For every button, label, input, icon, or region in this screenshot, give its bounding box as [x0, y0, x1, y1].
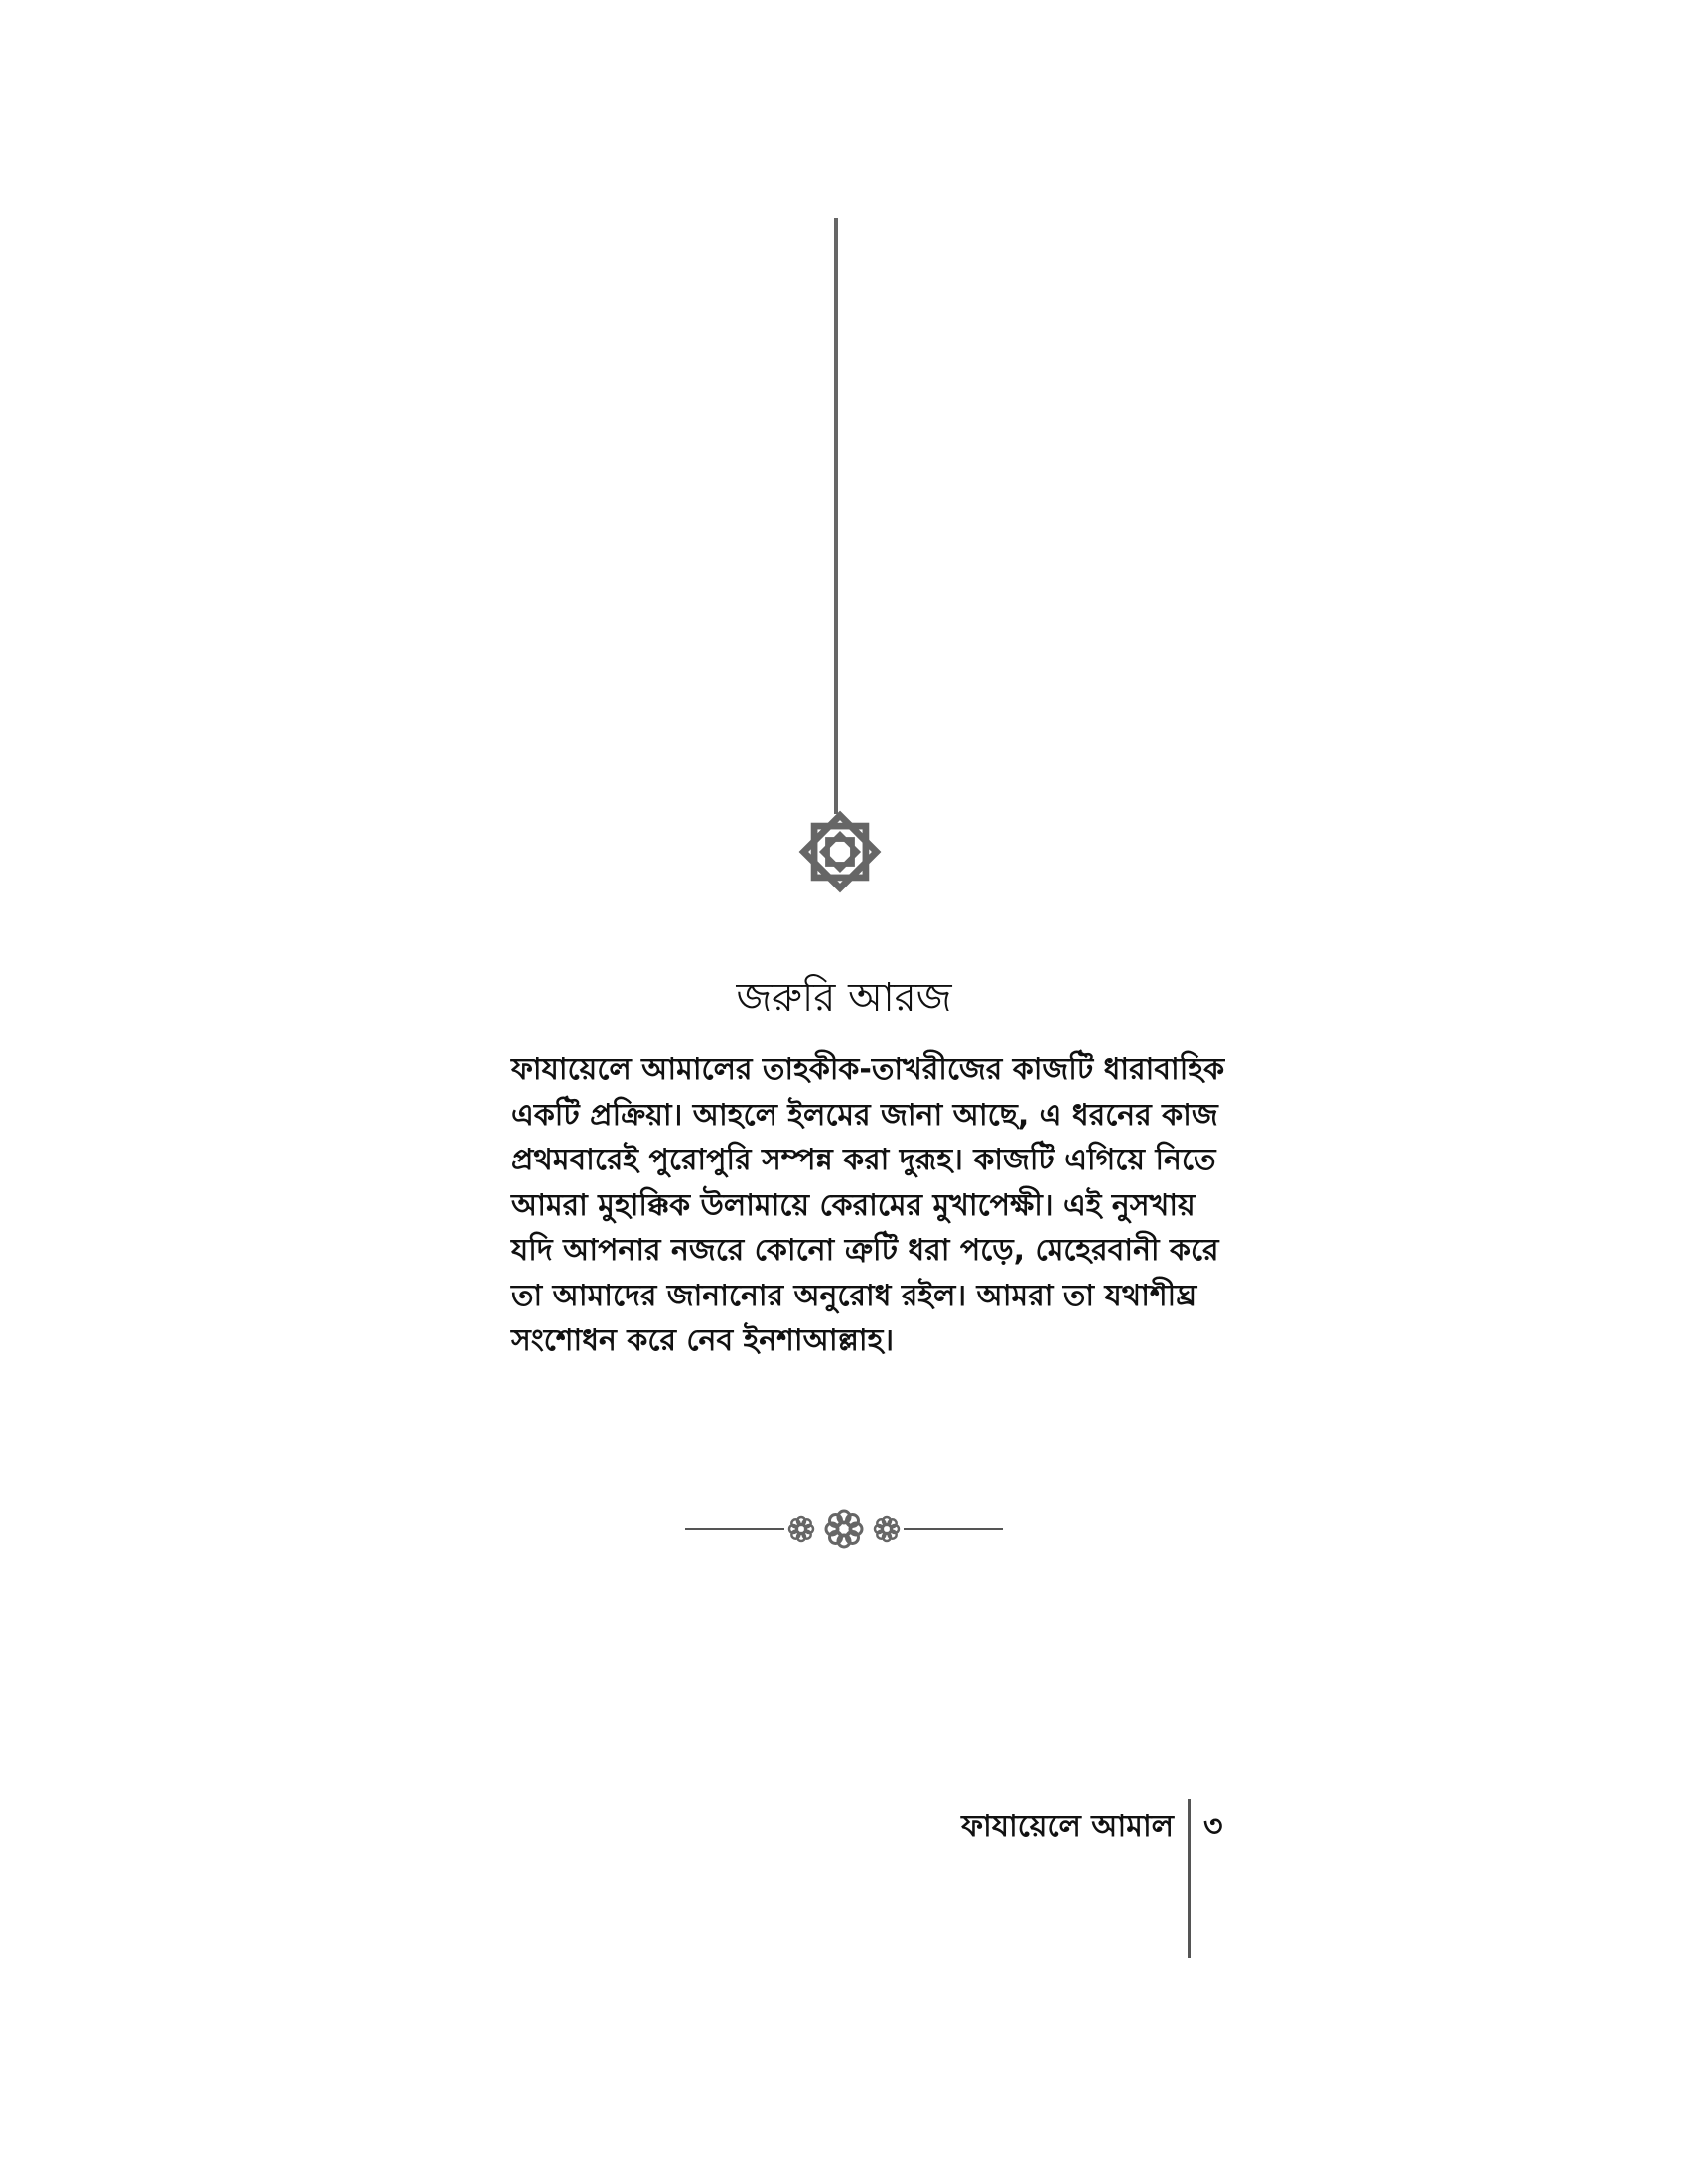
page-title: জরুরি আরজ [736, 975, 952, 1021]
paragraph-line: তা আমাদের জানানোর অনুরোধ রইল। আমরা তা যথাশীঘ্র [511, 1278, 1197, 1313]
floral-rosette-icon [875, 1517, 899, 1541]
floral-rosette-icon [826, 1511, 862, 1547]
paragraph-line: প্রথমবারেই পুরোপুরি সম্পন্ন করা দুরূহ। কাজটি এগিয়ে নিতে [511, 1143, 1216, 1177]
octagram-rosette-icon [792, 804, 888, 899]
floral-rosette-icon [789, 1517, 813, 1541]
notice-paragraph [511, 1047, 1225, 1364]
page-number: ৩ [1203, 1809, 1223, 1843]
footer-divider [1188, 1799, 1191, 1958]
running-footer-title: ফাযায়েলে আমাল [961, 1809, 1174, 1843]
paragraph-line: একটি প্রক্রিয়া। আহলে ইলমের জানা আছে, এ ধরনের কাজ [511, 1097, 1218, 1133]
paragraph-line: যদি আপনার নজরে কোনো ত্রুটি ধরা পড়ে, মেহেরবানী করে [511, 1233, 1219, 1268]
hanging-line [834, 218, 838, 814]
paragraph-line: আমরা মুহাক্কিক উলামায়ে কেরামের মুখাপেক্ষী। এই নুসখায় [511, 1187, 1196, 1223]
paragraph-line: সংশোধন করে নেব ইনশাআল্লাহ। [511, 1323, 895, 1358]
ornamental-divider [685, 1504, 1003, 1554]
paragraph-line: ফাযায়েলে আমালের তাহকীক-তাখরীজের কাজটি ধারাবাহিক [511, 1052, 1225, 1087]
